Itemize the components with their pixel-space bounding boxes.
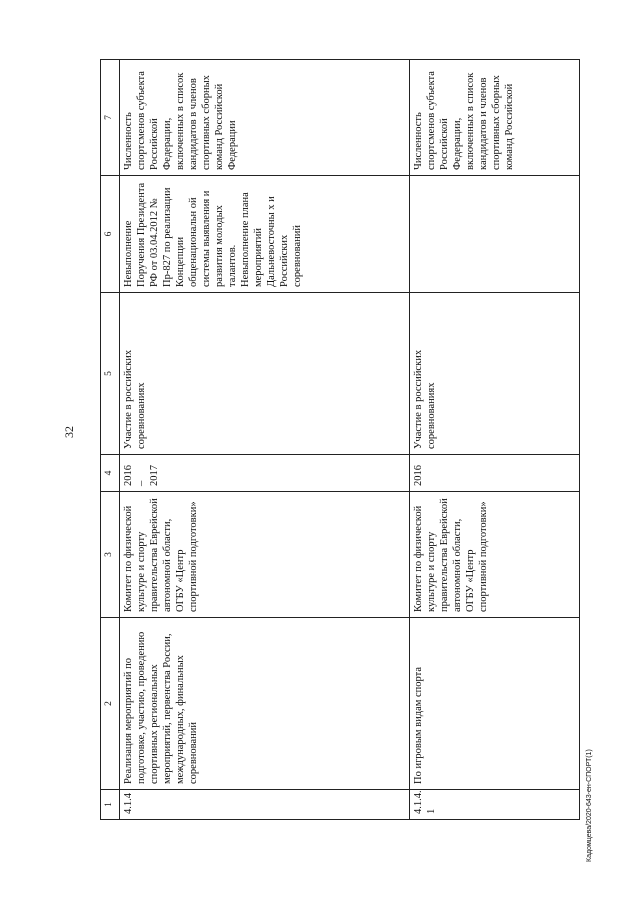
header-col-2: 2	[101, 618, 120, 790]
table-row	[120, 60, 410, 820]
consequence: Невыполнение Поручения Президента РФ от 03.04.2012 № Пр-827 по реализации Концепции общенациональн ой системы выявления и развития молодых талантов. Невыполнение плана мероприятий Дальневосточны х и Российских соревнований	[120, 176, 410, 293]
header-col-4: 4	[101, 455, 120, 492]
measures-table	[100, 59, 580, 820]
period: 2016 – 2017	[120, 455, 410, 492]
header-col-3: 3	[101, 492, 120, 618]
consequence	[410, 176, 580, 293]
expected-result: Участие в российских соревнованиях	[410, 293, 580, 455]
measure-name: Реализация мероприятий по подготовке, участию, проведению спортивных региональных мероприятий, первенства России, международных, финальных соревнований	[120, 618, 410, 790]
header-col-7: 7	[101, 60, 120, 176]
table-header-row	[101, 60, 120, 820]
header-col-6: 6	[101, 176, 120, 293]
executor: Комитет по физической культуре и спорту правительства Еврейской автономной области, ОГБУ «Центр спортивной подготовки»	[120, 492, 410, 618]
page-number: 32	[62, 426, 76, 438]
indicator: Численность спортсменов субъекта Российской Федерации, включенных в список кандидатов в членов спортивных сборных команд Российской Федерации	[120, 60, 410, 176]
row-number: 4.1.4. 1	[410, 790, 580, 820]
expected-result: Участие в российских соревнованиях	[120, 293, 410, 455]
header-col-5: 5	[101, 293, 120, 455]
table-row	[410, 60, 580, 820]
period: 2016	[410, 455, 580, 492]
header-col-1: 1	[101, 790, 120, 820]
rotated-table-container	[100, 60, 586, 820]
executor: Комитет по физической культуре и спорту правительства Еврейской автономной области, ОГБУ «Центр спортивной подготовки»	[410, 492, 580, 618]
footer-filename: Кадомцева/2020-643-ен-СПОРТ(1)	[586, 749, 593, 862]
indicator: Численность спортсменов субъекта Российской Федерации, включенных в список кандидатов и членов спортивных сборных команд Российской	[410, 60, 580, 176]
measure-name: По игровым видам спорта	[410, 618, 580, 790]
row-number: 4.1.4	[120, 790, 410, 820]
